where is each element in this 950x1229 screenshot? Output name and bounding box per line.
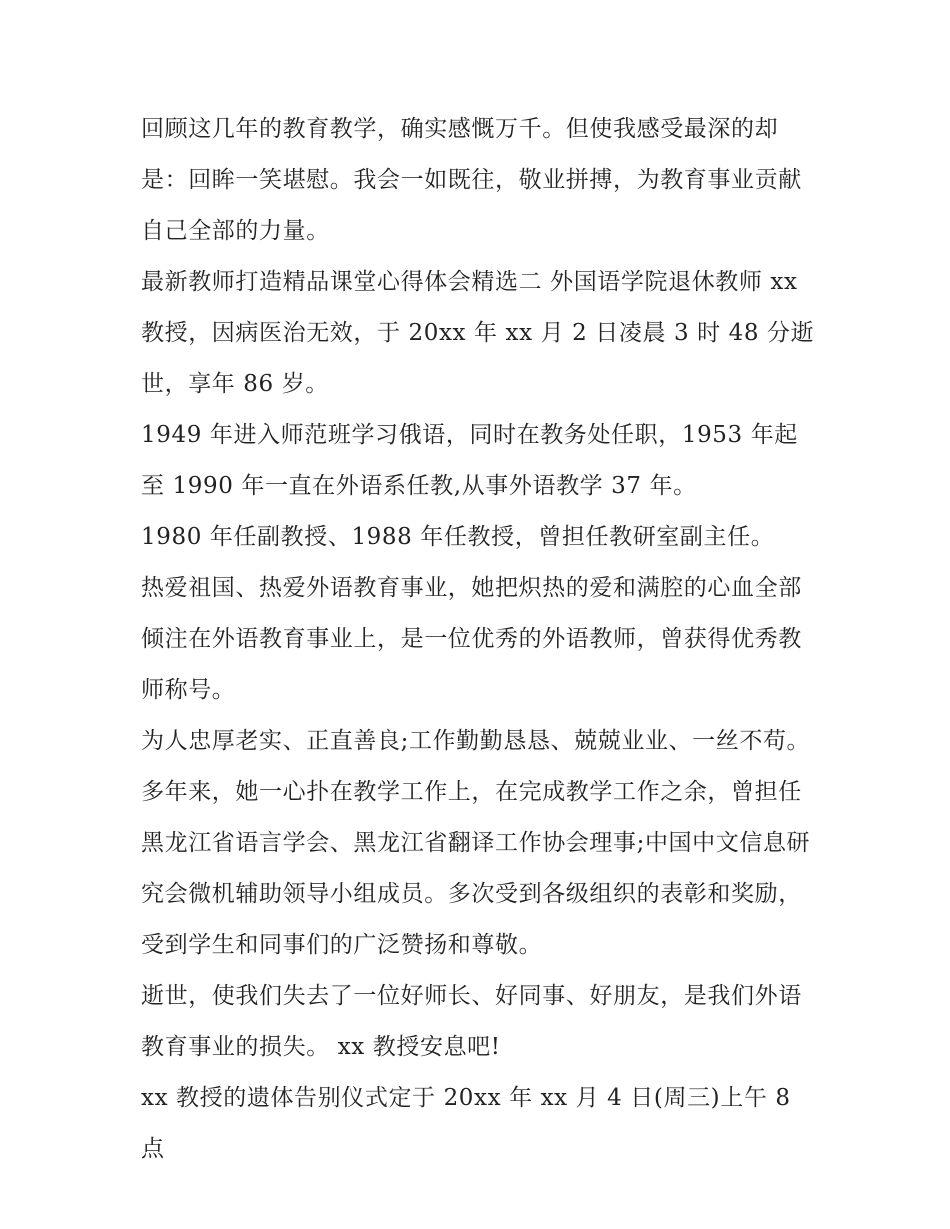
paragraph-dedication: 热爱祖国、热爱外语教育事业，她把炽热的爱和满腔的心血全部倾注在外语教育事业上，是一位优秀的外语教师，曾获得优秀教师称号。 [141, 575, 802, 703]
paragraph-reflection: 回顾这几年的教育教学，确实感慨万千。但使我感受最深的却是：回眸一笑堪慰。我会一如既往，敬业拼搏，为教育事业贡献自己全部的力量。 [141, 116, 802, 244]
document-body [141, 104, 817, 1175]
paragraph-ceremony: xx 教授的遗体告别仪式定于 20xx 年 xx 月 4 日(周三)上午 8 点 [141, 1085, 791, 1162]
paragraph-loss: 逝世，使我们失去了一位好师长、好同事、好朋友，是我们外语教育事业的损失。 xx 教授安息吧! [141, 983, 802, 1060]
paragraph-obituary-intro: 最新教师打造精品课堂心得体会精选二 外国语学院退休教师 xx 教授，因病医治无效，于 20xx 年 xx 月 2 日凌晨 3 时 48 分逝世，享年 86 岁。 [141, 269, 815, 397]
paragraph-titles: 1980 年任副教授、1988 年任教授，曾担任教研室副主任。 [141, 524, 775, 550]
paragraph-career-start: 1949 年进入师范班学习俄语，同时在教务处任职，1953 年起至 1990 年一直在外语系任教,从事外语教学 37 年。 [141, 422, 798, 499]
paragraph-character: 为人忠厚老实、正直善良;工作勤勤恳恳、兢兢业业、一丝不苟。多年来，她一心扑在教学工作上，在完成教学工作之余，曾担任黑龙江省语言学会、黑龙江省翻译工作协会理事;中国中文信息研究会微机辅助领导小组成员。多次受到各级组织的表彰和奖励，受到学生和同事们的广泛赞扬和尊敬。 [141, 728, 811, 958]
